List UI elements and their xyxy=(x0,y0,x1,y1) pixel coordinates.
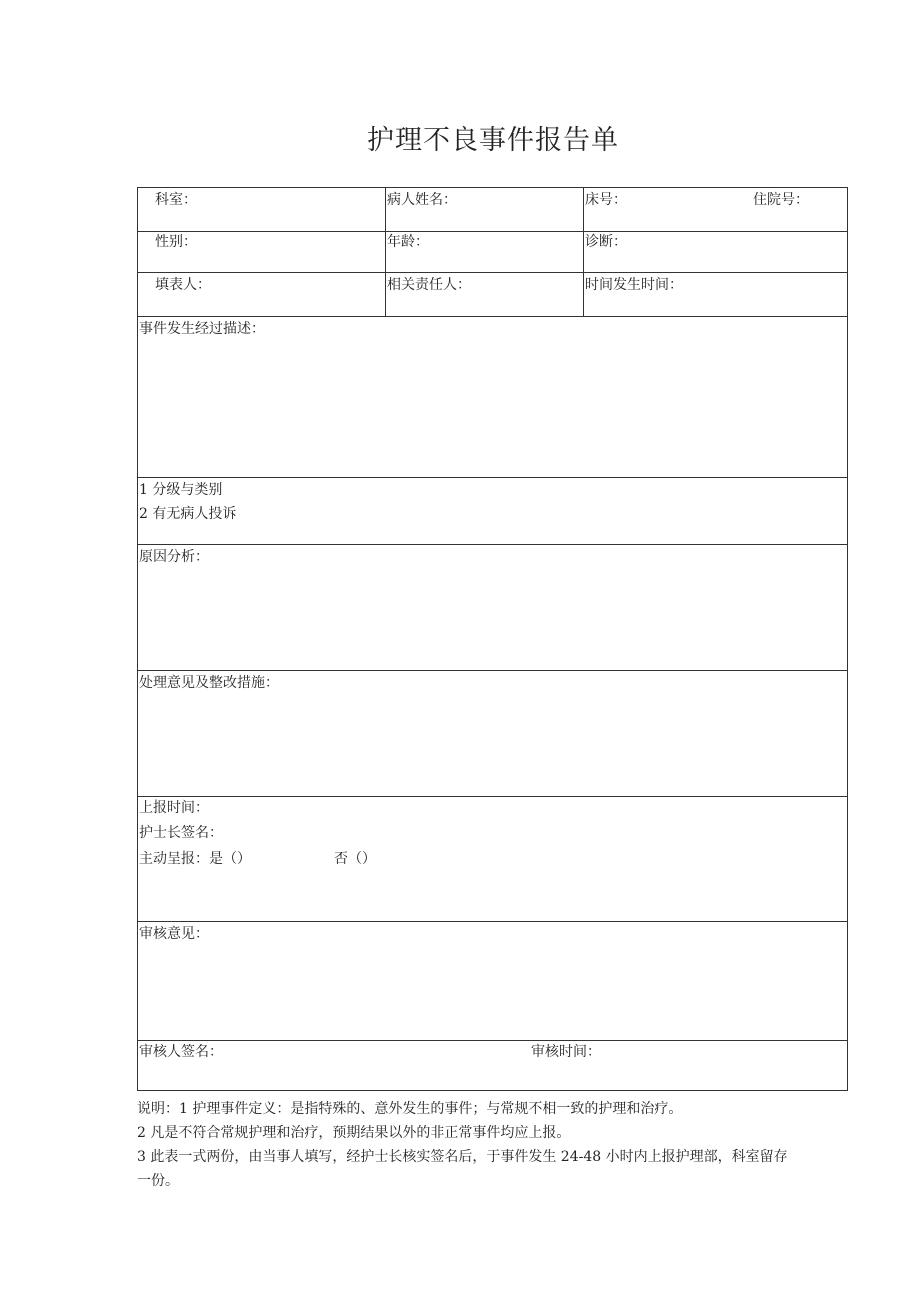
diagnosis-label: 诊断： xyxy=(585,234,627,250)
filler-label: 填表人： xyxy=(155,277,211,293)
handling-measures-label: 处理意见及整改措施： xyxy=(139,675,279,691)
review-time-label: 审核时间： xyxy=(531,1044,601,1060)
head-nurse-signature-label: 护士长签名： xyxy=(139,825,223,841)
row-divider xyxy=(138,1040,847,1041)
event-time-label: 时间发生时间： xyxy=(585,277,683,293)
event-description-label: 事件发生经过描述： xyxy=(139,321,265,337)
notes-section xyxy=(137,1097,848,1193)
row-divider xyxy=(138,544,847,545)
age-label: 年龄： xyxy=(387,234,429,250)
reviewer-signature-label: 审核人签名： xyxy=(139,1044,223,1060)
row-divider xyxy=(138,796,847,797)
report-time-label: 上报时间： xyxy=(139,800,209,816)
active-report-no-label: 否（） xyxy=(334,851,376,867)
responsible-person-label: 相关责任人： xyxy=(387,277,471,293)
complaint-label: 2 有无病人投诉 xyxy=(139,506,237,522)
gender-label: 性别： xyxy=(155,234,197,250)
dept-label: 科室： xyxy=(155,192,197,208)
row-divider xyxy=(138,921,847,922)
row-divider xyxy=(138,477,847,478)
active-report-yes-label: 主动呈报：是（） xyxy=(139,851,251,867)
grading-label: 1 分级与类别 xyxy=(139,482,223,498)
note-line-3-cont: 一份。 xyxy=(137,1173,179,1189)
patient-name-label: 病人姓名： xyxy=(387,192,457,208)
row-divider xyxy=(138,272,847,273)
row-divider xyxy=(138,670,847,671)
column-divider xyxy=(583,188,584,316)
page-title: 护理不良事件报告单 xyxy=(367,125,619,156)
admission-number-label: 住院号： xyxy=(753,192,809,208)
column-divider xyxy=(385,188,386,316)
report-form-table xyxy=(137,187,848,1091)
row-divider xyxy=(138,231,847,232)
note-line-1: 说明：1 护理事件定义：是指特殊的、意外发生的事件；与常规不相一致的护理和治疗。 xyxy=(137,1101,683,1117)
note-line-3: 3 此表一式两份，由当事人填写，经护士长核实签名后，于事件发生 24-48 小时内上报护理部，科室留存 xyxy=(137,1149,788,1165)
note-line-2: 2 凡是不符合常规护理和治疗，预期结果以外的非正常事件均应上报。 xyxy=(137,1125,571,1141)
cause-analysis-label: 原因分析： xyxy=(139,549,209,565)
bed-number-label: 床号： xyxy=(585,192,627,208)
row-divider xyxy=(138,316,847,317)
review-opinion-label: 审核意见： xyxy=(139,926,209,942)
